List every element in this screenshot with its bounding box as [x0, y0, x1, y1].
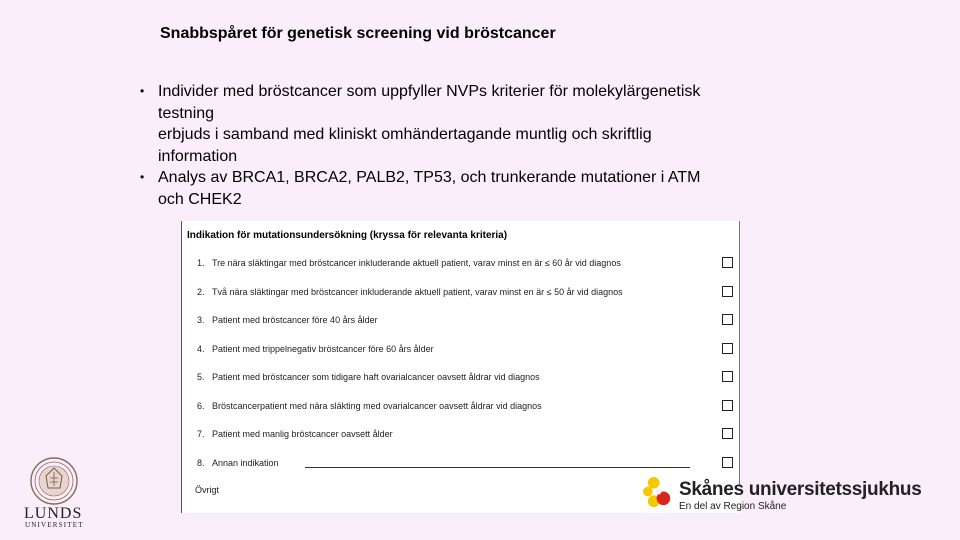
criteria-item	[197, 343, 717, 357]
bullet-item	[140, 167, 790, 210]
sus-flower-icon	[643, 475, 678, 510]
bullet-list	[140, 81, 790, 211]
criteria-number: 2.	[197, 287, 205, 297]
sus-name: Skånes universitetssjukhus	[679, 479, 922, 500]
criteria-checkbox[interactable]	[722, 286, 733, 297]
criteria-item	[197, 286, 717, 300]
bullet-item	[140, 81, 790, 167]
criteria-number: 7.	[197, 429, 205, 439]
bullet-line: och CHEK2	[158, 190, 242, 208]
criteria-item	[197, 400, 717, 414]
criteria-number: 3.	[197, 315, 205, 325]
criteria-checkbox[interactable]	[722, 400, 733, 411]
bullet-dot-icon: •	[140, 170, 145, 185]
criteria-text: Annan indikation	[212, 458, 279, 468]
criteria-text: Bröstcancerpatient med nära släkting med ovarialcancer oavsett åldrar vid diagnos	[212, 401, 542, 411]
criteria-item	[197, 314, 717, 328]
criteria-text: Två nära släktingar med bröstcancer inkluderande aktuell patient, varav minst en är ≤ 50 år vid diagnos	[212, 287, 623, 297]
sus-subtitle: En del av Region Skåne	[679, 501, 787, 512]
criteria-number: 1.	[197, 258, 205, 268]
criteria-number: 8.	[197, 458, 205, 468]
criteria-item	[197, 257, 717, 271]
criteria-checkbox[interactable]	[722, 257, 733, 268]
form-right-border	[739, 221, 740, 486]
criteria-number: 4.	[197, 344, 205, 354]
criteria-text: Patient med trippelnegativ bröstcancer före 60 års ålder	[212, 344, 434, 354]
criteria-checkbox[interactable]	[722, 428, 733, 439]
lund-wordmark: LUNDS	[24, 505, 83, 522]
criteria-text: Patient med bröstcancer före 40 års ålder	[212, 315, 378, 325]
bullet-line: information	[158, 147, 238, 165]
criteria-item	[197, 428, 717, 442]
screening-form	[181, 221, 740, 513]
criteria-text: Tre nära släktingar med bröstcancer inkluderande aktuell patient, varav minst en är ≤ 60 år vid diagnos	[212, 258, 621, 268]
lund-subtitle: UNIVERSITET	[25, 521, 84, 529]
criteria-checkbox[interactable]	[722, 343, 733, 354]
bullet-line: Analys av BRCA1, BRCA2, PALB2, TP53, och trunkerande mutationer i ATM	[158, 169, 701, 187]
criteria-checkbox[interactable]	[722, 457, 733, 468]
bullet-line: erbjuds i samband med kliniskt omhändertagande muntlig och skriftlig	[158, 126, 652, 144]
criteria-number: 6.	[197, 401, 205, 411]
other-label: Övrigt	[195, 485, 220, 495]
criteria-checkbox[interactable]	[722, 314, 733, 325]
bullet-dot-icon: •	[140, 84, 145, 98]
bullet-line: Individer med bröstcancer som uppfyller NVPs kriterier för molekylärgenetisk	[158, 83, 701, 100]
form-left-border	[181, 221, 182, 513]
bullet-line: testning	[158, 104, 215, 122]
criteria-item	[197, 371, 717, 385]
write-in-line[interactable]	[305, 467, 690, 468]
criteria-item	[197, 457, 717, 471]
form-heading: Indikation för mutationsundersökning (kryssa för relevanta kriteria)	[187, 230, 508, 241]
criteria-text: Patient med bröstcancer som tidigare haft ovarialcancer oavsett åldrar vid diagnos	[212, 372, 540, 382]
criteria-checkbox[interactable]	[722, 371, 733, 382]
criteria-text: Patient med manlig bröstcancer oavsett ålder	[212, 429, 393, 439]
slide-title: Snabbspåret för genetisk screening vid bröstcancer	[160, 25, 556, 42]
criteria-number: 5.	[197, 372, 205, 382]
